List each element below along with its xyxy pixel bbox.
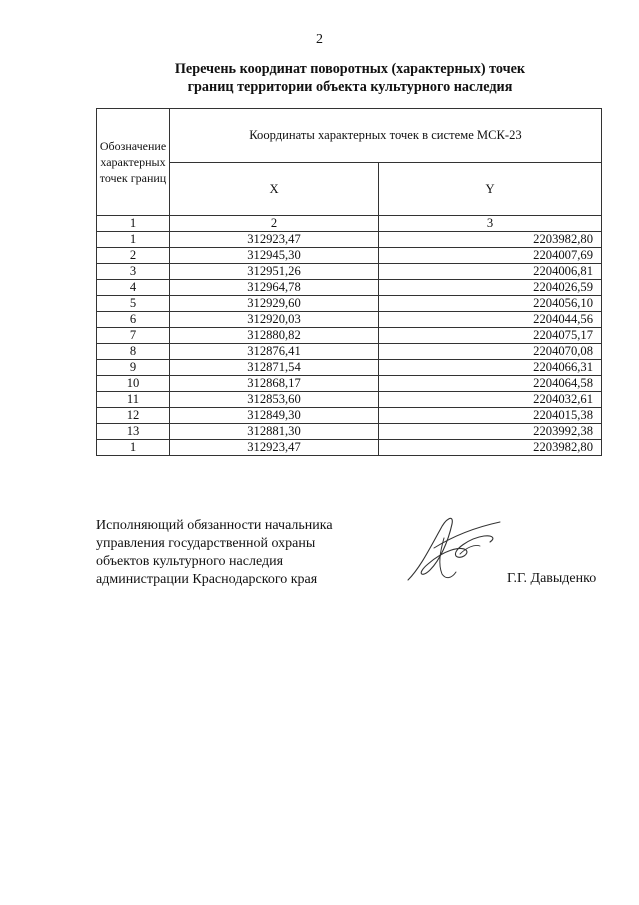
point-number-cell: 7 [97,328,170,344]
x-coordinate-cell: 312923,47 [170,440,379,456]
x-coordinate-cell: 312849,30 [170,408,379,424]
point-label-header-line: характерных [100,155,166,169]
table-row [97,248,602,264]
x-coordinate-cell: 312881,30 [170,424,379,440]
point-number-cell: 10 [97,376,170,392]
x-coordinate-cell: 312964,78 [170,280,379,296]
page-number: 2 [316,32,323,47]
y-coordinate-cell: 2204026,59 [379,280,602,296]
signatory-line: Исполняющий обязанности начальника [96,518,333,533]
point-number-cell: 5 [97,296,170,312]
table-row [97,360,602,376]
x-column-header: X [170,163,379,216]
table-row [97,408,602,424]
point-label-header [97,109,170,216]
coordinate-system-header: Координаты характерных точек в системе МСК-23 [170,109,602,163]
x-coordinate-cell: 312880,82 [170,328,379,344]
table-row [97,440,602,456]
x-coordinate-cell: 312929,60 [170,296,379,312]
handwritten-signature [400,508,510,588]
x-coordinate-cell: 312923,47 [170,232,379,248]
x-coordinate-cell: 312876,41 [170,344,379,360]
x-coordinate-cell: 312868,17 [170,376,379,392]
point-number-cell: 1 [97,232,170,248]
y-coordinate-cell: 2204032,61 [379,392,602,408]
y-coordinate-cell: 2204044,56 [379,312,602,328]
point-number-cell: 12 [97,408,170,424]
y-coordinate-cell: 2204075,17 [379,328,602,344]
column-index: 1 [97,216,170,232]
y-coordinate-cell: 2204015,38 [379,408,602,424]
x-coordinate-cell: 312853,60 [170,392,379,408]
y-coordinate-cell: 2203992,38 [379,424,602,440]
table-row [97,312,602,328]
point-number-cell: 2 [97,248,170,264]
y-coordinate-cell: 2204066,31 [379,360,602,376]
point-number-cell: 3 [97,264,170,280]
point-number-cell: 1 [97,440,170,456]
title-line-1: Перечень координат поворотных (характерных) точек [174,61,526,77]
table-row [97,264,602,280]
coordinates-table [96,108,602,456]
point-label-header-line: Обозначение [99,139,167,153]
signatory-line: управления государственной охраны [96,536,316,551]
x-coordinate-cell: 312871,54 [170,360,379,376]
y-coordinate-cell: 2204006,81 [379,264,602,280]
point-number-cell: 6 [97,312,170,328]
x-coordinate-cell: 312920,03 [170,312,379,328]
y-coordinate-cell: 2203982,80 [379,440,602,456]
point-number-cell: 11 [97,392,170,408]
x-coordinate-cell: 312945,30 [170,248,379,264]
point-number-cell: 4 [97,280,170,296]
title-line-2: границ территории объекта культурного наследия [187,79,513,95]
y-column-header: Y [379,163,602,216]
signatory-line: объектов культурного наследия [96,554,284,569]
table-row [97,392,602,408]
table-row [97,328,602,344]
point-label-header-line: точек границ [99,171,167,185]
signatory-name: Г.Г. Давыденко [507,571,597,586]
signatory-title [96,517,333,589]
table-row [97,280,602,296]
point-number-cell: 9 [97,360,170,376]
table-row [97,296,602,312]
y-coordinate-cell: 2204064,58 [379,376,602,392]
column-index-row [97,216,602,232]
column-index: 2 [170,216,379,232]
table-row [97,232,602,248]
table-row [97,344,602,360]
y-coordinate-cell: 2203982,80 [379,232,602,248]
point-number-cell: 8 [97,344,170,360]
signatory-line: администрации Краснодарского края [96,572,318,587]
table-row [97,376,602,392]
y-coordinate-cell: 2204056,10 [379,296,602,312]
y-coordinate-cell: 2204007,69 [379,248,602,264]
y-coordinate-cell: 2204070,08 [379,344,602,360]
column-index: 3 [379,216,602,232]
document-title [90,60,610,96]
table-row [97,424,602,440]
point-number-cell: 13 [97,424,170,440]
x-coordinate-cell: 312951,26 [170,264,379,280]
